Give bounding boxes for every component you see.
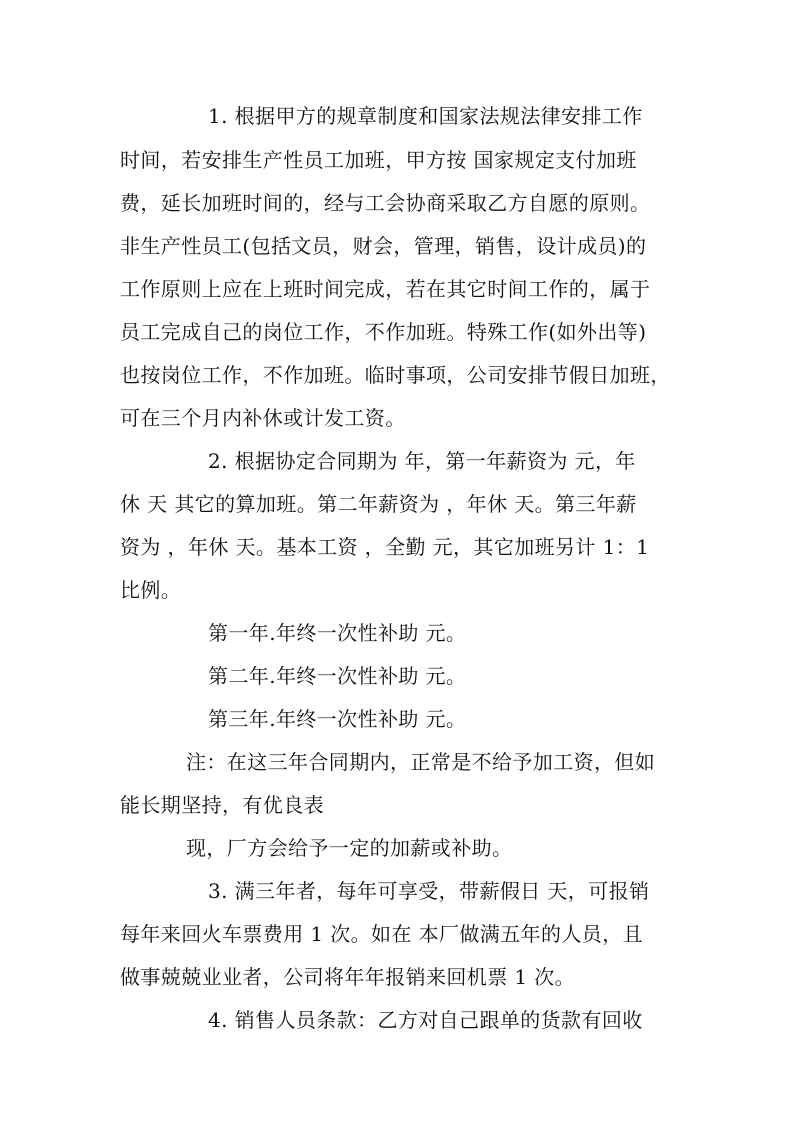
text-line: 也按岗位工作，不作加班。临时事项，公司安排节假日加班， (120, 363, 671, 387)
text-line: 资为 ，年休 天。基本工资 ，全勤 元，其它加班另计 1：1 (120, 535, 650, 559)
text-line: 员工完成自己的岗位工作，不作加班。特殊工作(如外出等) (120, 320, 647, 344)
text-line: 第一年.年终一次性补助 元。 (208, 621, 467, 645)
text-line: 工作原则上应在上班时间完成，若在其它时间工作的，属于 (120, 277, 651, 301)
text-line: 时间，若安排生产性员工加班，甲方按 国家规定支付加班 (120, 148, 637, 172)
text-line: 3. 满三年者，每年可享受，带薪假日 天，可报销 (208, 879, 650, 903)
text-line: 做事兢兢业业者，公司将年年报销来回机票 1 次。 (120, 965, 576, 989)
text-line: 休 天 其它的算加班。第二年薪资为 ，年休 天。第三年薪 (120, 492, 637, 516)
text-line: 2. 根据协定合同期为 年，第一年薪资为 元，年 (208, 449, 636, 473)
text-line: 4. 销售人员条款：乙方对自己跟单的货款有回收 (208, 1008, 643, 1032)
text-line: 现，厂方会给予一定的加薪或补助。 (186, 836, 513, 860)
text-line: 能长期坚持，有优良表 (120, 793, 324, 817)
text-line: 可在三个月内补休或计发工资。 (120, 406, 406, 430)
text-line: 1. 根据甲方的规章制度和国家法规法律安排工作 (208, 104, 643, 128)
text-line: 非生产性员工(包括文员，财会，管理，销售，设计成员)的 (120, 234, 647, 258)
text-line: 注：在这三年合同期内，正常是不给予加工资，但如 (186, 750, 656, 774)
text-line: 比例。 (120, 578, 182, 602)
text-line: 第二年.年终一次性补助 元。 (208, 664, 467, 688)
text-line: 费，延长加班时间的，经与工会协商采取乙方自愿的原则。 (120, 191, 651, 215)
text-line: 每年来回火车票费用 1 次。如在 本厂做满五年的人员，且 (120, 922, 643, 946)
text-line: 第三年.年终一次性补助 元。 (208, 707, 467, 731)
